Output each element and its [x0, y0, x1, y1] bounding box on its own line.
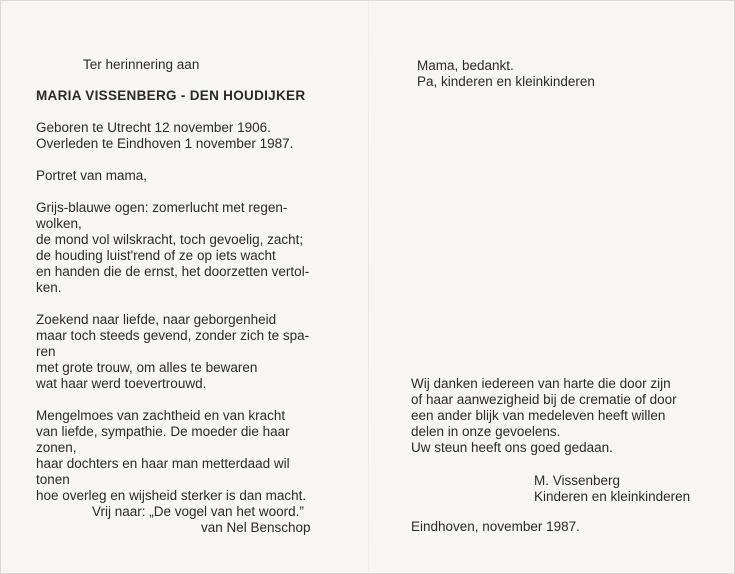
- gratitude-line: Uw steun heeft ons goed gedaan.: [411, 440, 613, 455]
- gratitude-line: of haar aanwezigheid bij de crematie of door: [411, 392, 677, 407]
- poem-line: tonen: [36, 472, 70, 487]
- poem-line: wat haar werd toevertrouwd.: [36, 376, 207, 391]
- poem-stanza-2: [36, 312, 309, 392]
- poem-line: en handen die de ernst, het doorzetten vertol-: [36, 264, 310, 279]
- intro-text: Ter herinnering aan: [83, 57, 200, 72]
- poem-stanza-3: [36, 408, 306, 504]
- poem-line: wolken,: [36, 216, 82, 231]
- deceased-name: MARIA VISSENBERG - DEN HOUDIJKER: [36, 88, 306, 103]
- poem-line: van liefde, sympathie. De moeder die haar: [36, 424, 290, 439]
- poem-line: ken.: [36, 280, 62, 295]
- poem-line: met grote trouw, om alles te bewaren: [36, 360, 258, 375]
- card-fold: [368, 1, 369, 573]
- gratitude-line: Wij danken iedereen van harte die door zijn: [411, 376, 671, 391]
- poem-line: ren: [36, 344, 56, 359]
- death-line: Overleden te Eindhoven 1 november 1987.: [36, 136, 294, 151]
- poem-stanza-1: [36, 200, 309, 296]
- poem-line: maar toch steeds gevend, zonder zich te spa-: [36, 328, 310, 343]
- gratitude-line: een ander blijk van medeleven heeft willen: [411, 408, 666, 423]
- poem-line: Grijs-blauwe ogen: zomerlucht met regen-: [36, 200, 288, 215]
- thanks-line-2: Pa, kinderen en kleinkinderen: [417, 74, 595, 89]
- gratitude-paragraph: [411, 376, 677, 456]
- poem-line: hoe overleg en wijsheid sterker is dan macht.: [36, 488, 307, 503]
- place-date: Eindhoven, november 1987.: [411, 519, 580, 534]
- poem-line: de mond vol wilskracht, toch gevoelig, zacht;: [36, 232, 304, 247]
- poem-title: Portret van mama,: [36, 168, 148, 183]
- poem-line: haar dochters en haar man metterdaad wil: [36, 456, 290, 471]
- signature-family: Kinderen en kleinkinderen: [534, 489, 691, 504]
- thanks-line-1: Mama, bedankt.: [417, 58, 514, 73]
- signature-name: M. Vissenberg: [534, 473, 621, 488]
- poem-line: zonen,: [36, 440, 77, 455]
- gratitude-line: delen in onze gevoelens.: [411, 424, 561, 439]
- poem-author: van Nel Benschop: [201, 520, 311, 535]
- poem-line: de houding luist'rend of ze op iets wacht: [36, 248, 276, 263]
- birth-line: Geboren te Utrecht 12 november 1906.: [36, 120, 271, 135]
- poem-line: Zoekend naar liefde, naar geborgenheid: [36, 312, 277, 327]
- poem-line: Mengelmoes van zachtheid en van kracht: [36, 408, 286, 423]
- poem-source: Vrij naar: „De vogel van het woord.”: [92, 504, 304, 519]
